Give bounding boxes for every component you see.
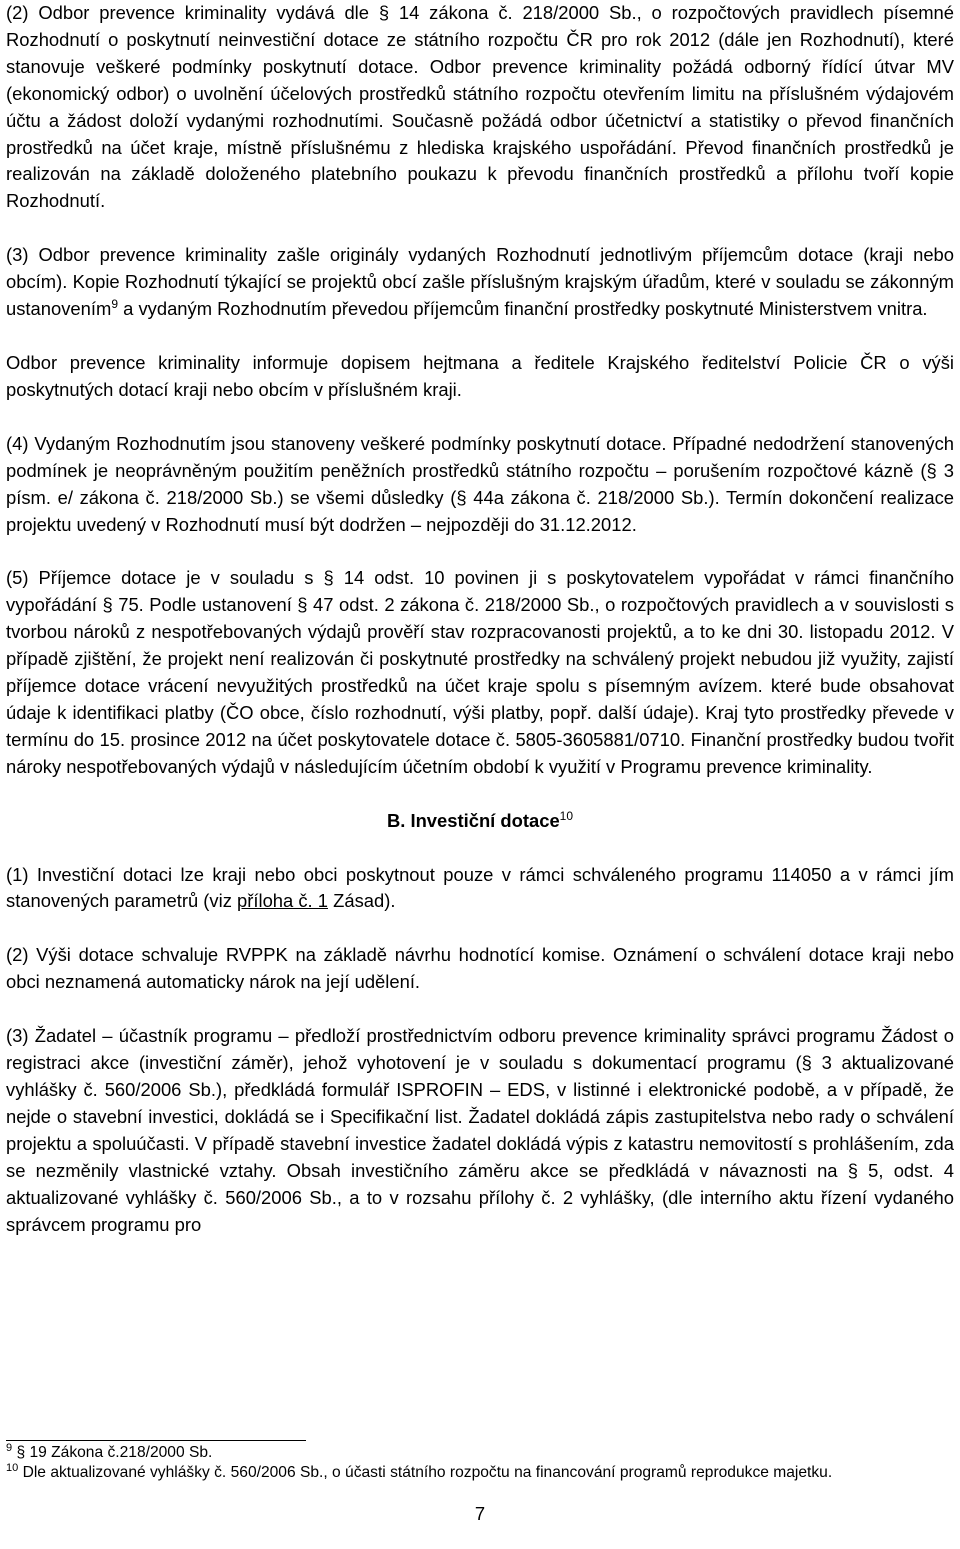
paragraph-4: (4) Vydaným Rozhodnutím jsou stanoveny veškeré podmínky poskytnutí dotace. Případné nedodržení stanovených podmínek je neoprávněným použitím peněžních prostředků státního rozpočtu – porušením rozpočtové kázně (§ 3 písm. e/ zákona č. 218/2000 Sb.) se všemi důsledky (§ 44a zákona č. 218/2000 Sb.). Termín dokončení realizace projektu uvedený v Rozhodnutí musí být dodržen – nejpozději do 31.12.2012. xyxy=(6,432,954,535)
footnote-9-number: 9 xyxy=(6,1441,13,1454)
paragraph-3 xyxy=(6,242,954,323)
paragraph-info: Odbor prevence kriminality informuje dopisem hejtmana a ředitele Krajského ředitelství Policie ČR o výši poskytnutých dotací kraji nebo obcím v příslušném kraji. xyxy=(6,351,954,400)
spacer xyxy=(6,915,954,942)
section-heading-text: B. Investiční dotace xyxy=(386,809,560,831)
footnote-9 xyxy=(6,1443,954,1463)
paragraph-3-text-b: a vydaným Rozhodnutím převedou příjemcům finanční prostředky poskytnuté Ministerstvem vnitra. xyxy=(118,298,928,320)
spacer xyxy=(6,323,954,350)
footnote-9-text: § 19 Zákona č.218/2000 Sb. xyxy=(12,1444,213,1461)
footnote-10 xyxy=(6,1463,954,1483)
spacer xyxy=(6,215,954,242)
document-page xyxy=(6,0,954,1238)
attachment-link[interactable]: příloha č. 1 xyxy=(237,890,328,912)
page-number: 7 xyxy=(474,1503,486,1524)
footnote-10-text: Dle aktualizované vyhlášky č. 560/2006 Sb., o účasti státního rozpočtu na financování programů reprodukce majetku. xyxy=(18,1464,833,1481)
paragraph-b1-text-a: (1) Investiční dotaci lze kraji nebo obci poskytnout pouze v rámci schváleného programu 114050 a v rámci jím stanovených parametrů (viz xyxy=(6,863,954,912)
footnote-ref-9[interactable]: 9 xyxy=(111,296,118,311)
footnote-separator xyxy=(6,1440,306,1441)
paragraph-2: (2) Odbor prevence kriminality vydává dle § 14 zákona č. 218/2000 Sb., o rozpočtových pravidlech písemné Rozhodnutí o poskytnutí neinvestiční dotace ze státního rozpočtu ČR pro rok 2012 (dále jen Rozhodnutí), které stanovuje veškeré podmínky poskytnutí dotace. Odbor prevence kriminality požádá odborný řídící útvar MV (ekonomický odbor) o uvolnění účelových prostředků státního rozpočtu otevřením limitu na příslušném výdajovém účtu a žádost doloží vydanými rozhodnutími. Současně požádá odbor účetnictví a statistiky o převod finančních prostředků na účet kraje, místně příslušnému z hlediska krajského uspořádání. Převod finančních prostředků je realizován na základě doloženého platebního poukazu k převodu finančních prostředků a přílohu tvoří kopie Rozhodnutí. xyxy=(6,2,954,212)
footnotes xyxy=(6,1443,954,1483)
paragraph-5: (5) Příjemce dotace je v souladu s § 14 odst. 10 povinen ji s poskytovatelem vypořádat v rámci finančního vypořádání § 75. Podle ustanovení § 47 odst. 2 zákona č. 218/2000 Sb., o rozpočtových pravidlech a v souvislosti s tvorbou nároků z nespotřebovaných výdajů prověří stav rozpracovanosti projektů, a to ke dni 30. listopadu 2012. V případě zjištění, že projekt není realizován či poskytnuté prostředky na schválený projekt nebudou již využity, zajistí příjemce dotace vrácení nevyužitých prostředků na účet kraje spolu s písemným avízem. které bude obsahovat údaje k identifikaci platby (ČO obce, číslo rozhodnutí, výši platby, popř. další údaje). Kraj tyto prostředky převede v termínu do 15. prosince 2012 na účet poskytovatele dotace č. 5805-3605881/0710. Finanční prostředky budou tvořit nároky nespotřebovaných výdajů v následujícím účetním období k využití v Programu prevence kriminality. xyxy=(6,567,954,777)
footnote-10-number: 10 xyxy=(6,1461,19,1474)
section-heading-b xyxy=(6,808,954,835)
spacer xyxy=(6,996,954,1023)
paragraph-b2: (2) Výši dotace schvaluje RVPPK na základě návrhu hodnotící komise. Oznámení o schválení dotace kraji nebo obci neznamená automaticky nárok na její udělení. xyxy=(6,944,954,993)
footnote-ref-10[interactable]: 10 xyxy=(559,808,574,823)
paragraph-b1 xyxy=(6,862,954,916)
paragraph-3-text-a: (3) Odbor prevence kriminality zašle originály vydaných Rozhodnutí jednotlivým příjemcům dotace (kraji nebo obcím). Kopie Rozhodnutí týkající se projektů obcí zašle příslušným krajským úřadům, které v souladu se zákonným ustanovením xyxy=(6,244,954,320)
paragraph-b1-text-b: Zásad). xyxy=(328,890,396,912)
spacer xyxy=(6,404,954,431)
spacer xyxy=(6,835,954,862)
spacer xyxy=(6,781,954,808)
spacer xyxy=(6,538,954,565)
paragraph-b3: (3) Žadatel – účastník programu – předloží prostřednictvím odboru prevence kriminality správci programu Žádost o registraci akce (investiční záměr), jehož vyhotovení je v souladu s dokumentací programu (§ 3 aktualizované vyhlášky č. 560/2006 Sb.), předkládá formulář ISPROFIN – EDS, v listinné i elektronické podobě, a v případě, že nejde o stavební investici, dokládá se i Specifikační list. Žadatel dokládá zápis zastupitelstva nebo rady o schválení projektu a spoluúčasti. V případě stavební investice žadatel dokládá výpis z katastru nemovitostí s prohlášením, zda se nezměnily vlastnické vztahy. Obsah investičního záměru akce se předkládá v návaznosti na § 5, odst. 4 aktualizované vyhlášky č. 560/2006 Sb., a to v rozsahu přílohy č. 2 vyhlášky, (dle interního aktu řízení vydaného správcem programu pro xyxy=(6,1025,954,1235)
